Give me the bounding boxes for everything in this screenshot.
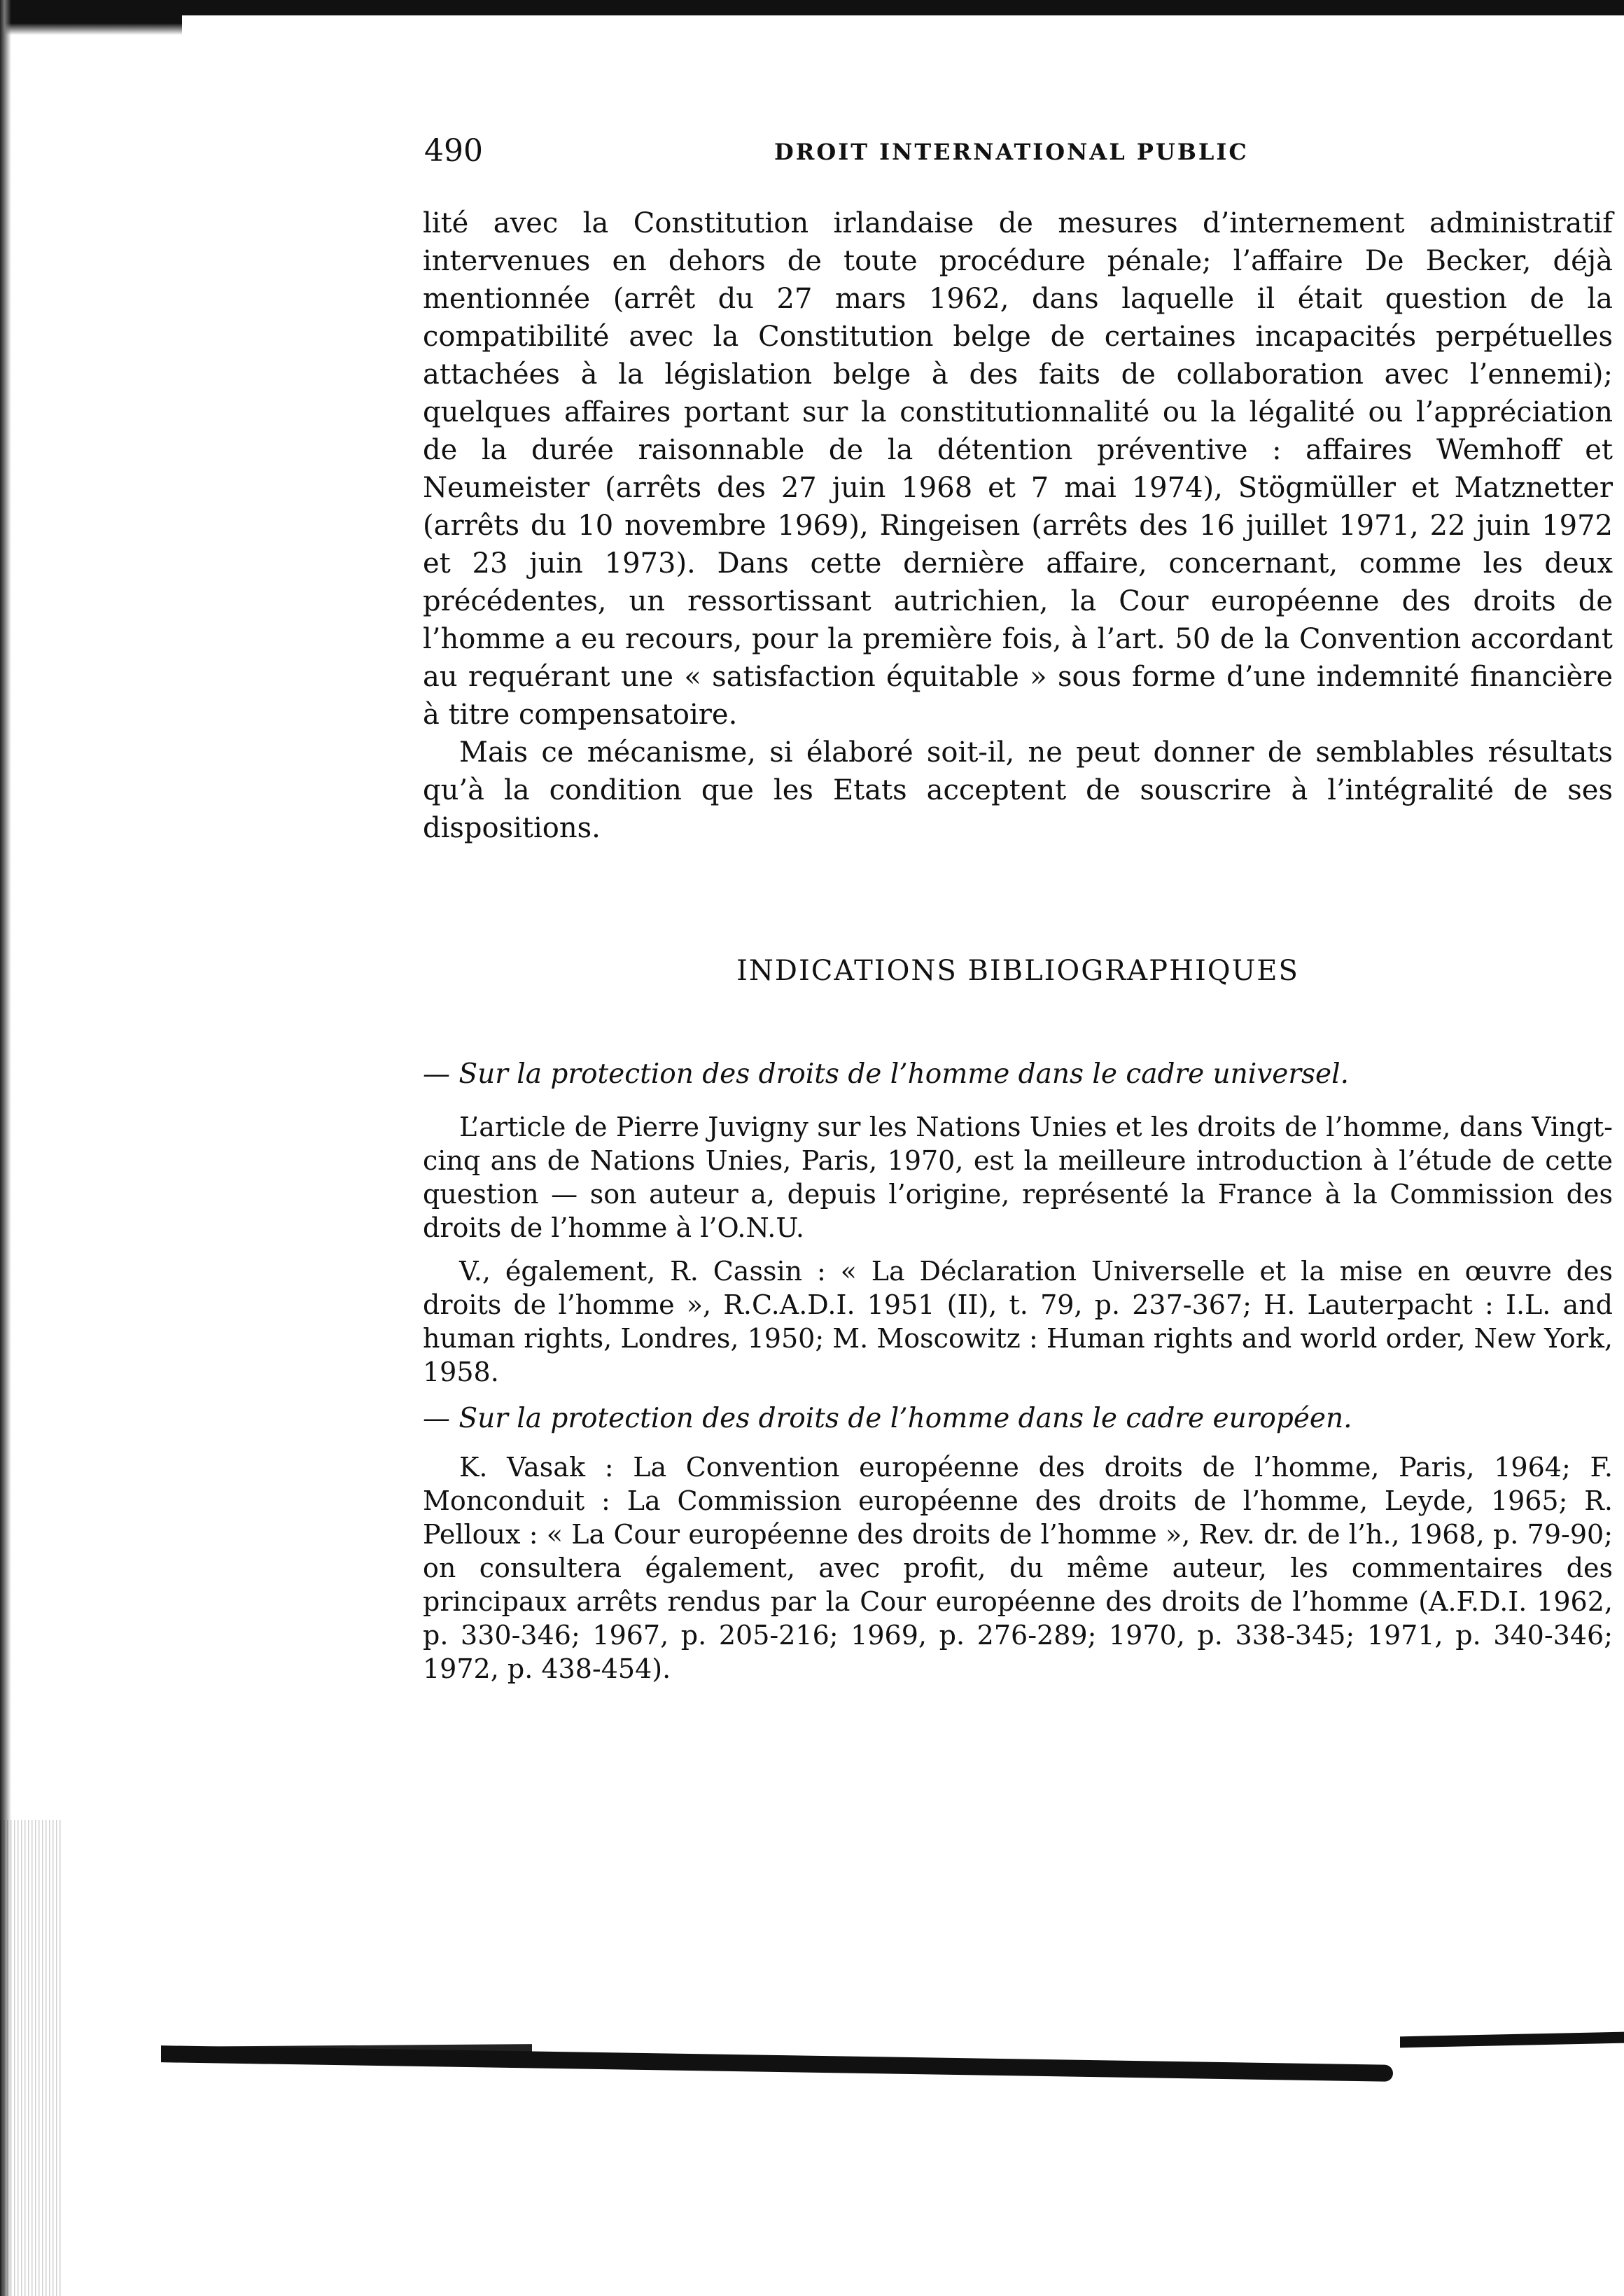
scan-shadow-top (0, 15, 182, 35)
bibliography-paragraph: L’article de Pierre Juvigny sur les Nations Unies et les droits de l’homme, dans Vingt-cinq ans de Nations Unies, Paris, 1970, est la meilleure introduction à l’étude de cette question — son auteur a, depuis l’origine, représenté la France à la Commission des droits de l’homme à l’O.N.U. (423, 1112, 1613, 1243)
running-title: DROIT INTERNATIONAL PUBLIC (774, 139, 1249, 165)
scan-smear-bottom (161, 2045, 1393, 2082)
bibliography-section-title: — Sur la protection des droits de l’homme dans le cadre européen. (423, 1403, 1352, 1434)
bibliography-section-universal (423, 1110, 1613, 1399)
bibliography-paragraph: K. Vasak : La Convention européenne des droits de l’homme, Paris, 1964; F. Monconduit : La Commission européenne des droits de l’homme, Leyde, 1965; R. Pelloux : « La Cour européenne des droits de l’homme », Rev. dr. de l’h., 1968, p. 79-90; on consultera également, avec profit, du même auteur, les commentaires des principaux arrêts rendus par la Cour européenne des droits de l’homme (A.F.D.I. 1962, p. 330-346; 1967, p. 205-216; 1969, p. 276-289; 1970, p. 338-345; 1971, p. 340-346; 1972, p. 438-454). (423, 1452, 1613, 1684)
body-paragraph: Mais ce mécanisme, si élaboré soit-il, ne peut donner de semblables résultats qu’à la condition que les Etats acceptent de souscrire à l’intégralité de ses dispositions. (423, 736, 1613, 844)
bibliography-heading: INDICATIONS BIBLIOGRAPHIQUES (736, 955, 1299, 987)
scan-border-top (0, 0, 1624, 15)
scan-mark-right (1400, 2032, 1624, 2048)
page-number: 490 (424, 133, 483, 169)
scan-noise-left (0, 1820, 63, 2296)
bibliography-section-title: — Sur la protection des droits de l’homme dans le cadre universel. (423, 1058, 1349, 1090)
body-text (423, 204, 1613, 847)
bibliography-paragraph: V., également, R. Cassin : « La Déclaration Universelle et la mise en œuvre des droits de l’homme », R.C.A.D.I. 1951 (II), t. 79, p. 237-367; H. Lauterpacht : I.L. and human rights, Londres, 1950; M. Moscowitz : Human rights and world order, New York, 1958. (423, 1256, 1613, 1387)
body-paragraph: lité avec la Constitution irlandaise de mesures d’internement administratif intervenues en dehors de toute procédure pénale; l’affaire De Becker, déjà mentionnée (arrêt du 27 mars 1962, dans laquelle il était question de la compatibilité avec la Constitution belge de certaines incapacités perpétuelles attachées à la législation belge à des faits de collaboration avec l’ennemi); quelques affaires portant sur la constitutionnalité ou la légalité ou l’appréciation de la durée raisonnable de la détention préventive : affaires Wemhoff et Neumeister (arrêts des 27 juin 1968 et 7 mai 1974), Stögmüller et Matznetter (arrêts du 10 novembre 1969), Ringeisen (arrêts des 16 juillet 1971, 22 juin 1972 et 23 juin 1973). Dans cette dernière affaire, concernant, comme les deux précédentes, un ressortissant autrichien, la Cour européenne des droits de l’homme a eu recours, pour la première fois, à l’art. 50 de la Convention accordant au requérant une « satisfaction équitable » sous forme d’une indemnité financière à titre compensatoire. (423, 207, 1613, 731)
bibliography-section-european (423, 1450, 1613, 1695)
